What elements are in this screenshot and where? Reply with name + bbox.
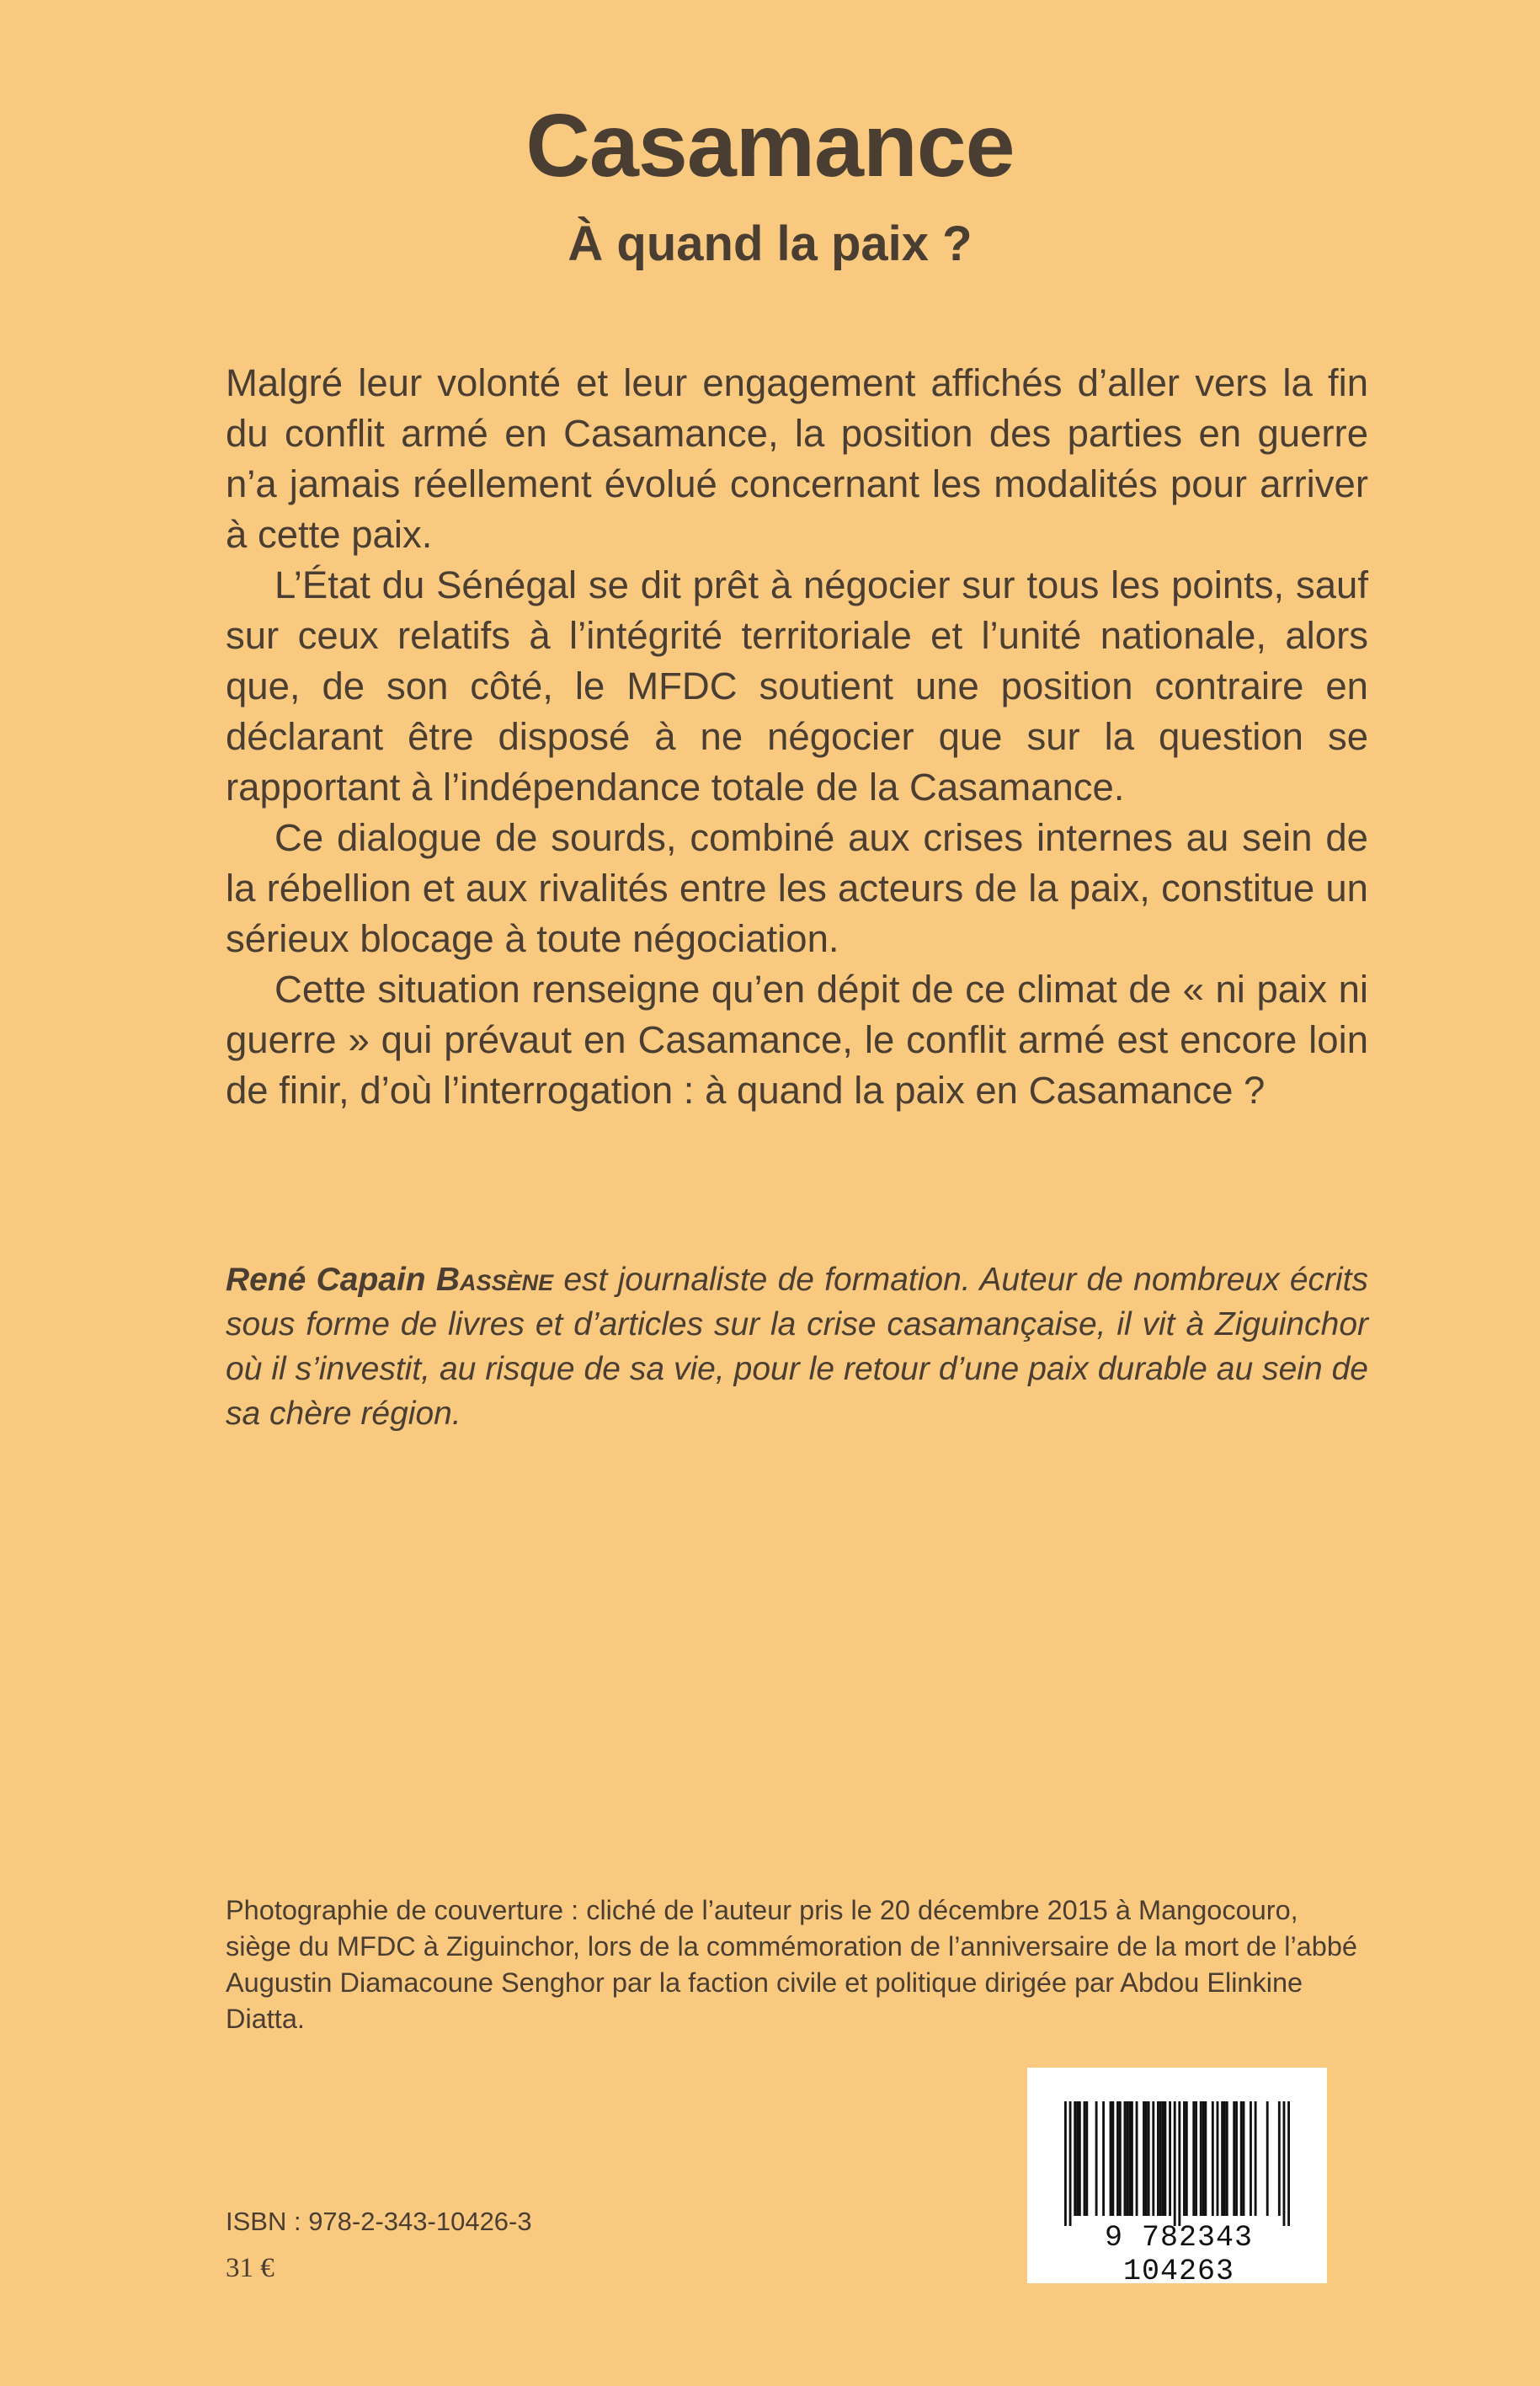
barcode-bar — [1074, 2101, 1076, 2216]
barcode-bar — [1143, 2101, 1145, 2216]
blurb — [226, 358, 1368, 1116]
barcode-bar — [1148, 2101, 1150, 2216]
barcode-bar — [1266, 2101, 1269, 2216]
barcode-bar — [1221, 2101, 1223, 2216]
barcode-bar — [1152, 2101, 1154, 2216]
blurb-paragraph: Malgré leur volonté et leur engagement affichés d’aller vers la fin du conflit armé en Casamance, la position des parties en guerre n’a jamais réellement évolué concernant les modalités pour arriver à cette paix. — [226, 361, 1368, 556]
blurb-paragraph: Ce dialogue de sourds, combiné aux crises internes au sein de la rébellion et aux rivalités entre les acteurs de la paix, constitue un sérieux blocage à toute négociation. — [226, 816, 1368, 960]
barcode-bar — [1102, 2101, 1105, 2216]
photo-credit: Photographie de couverture : cliché de l’auteur pris le 20 décembre 2015 à Mangocouro, siège du MFDC à Ziguinchor, lors de la commémoration de l’anniversaire de la mort de l’abbé Augustin Diamacoune Senghor par la faction civile et politique dirigée par Abdou Elinkine Diatta. — [226, 1895, 1357, 2034]
price: 31 € — [226, 2253, 274, 2283]
barcode-bar — [1278, 2101, 1281, 2216]
blurb-paragraph: Cette situation renseigne qu’en dépit de ce climat de « ni paix ni guerre » qui prévaut en Casamance, le conflit armé est encore loin de finir, d’où l’interrogation : à quand la paix en Casamance ? — [226, 968, 1368, 1112]
barcode-bar — [1116, 2101, 1119, 2216]
barcode-bar — [1202, 2101, 1205, 2216]
barcode-bar — [1064, 2101, 1067, 2226]
book-subtitle: À quand la paix ? — [568, 216, 972, 271]
barcode-bar — [1240, 2101, 1243, 2216]
barcode-bar — [1069, 2101, 1072, 2226]
barcode-bar — [1128, 2101, 1131, 2216]
barcode-bar — [1255, 2101, 1257, 2216]
barcode-bar — [1119, 2101, 1122, 2216]
author-surname: Bassène — [435, 1262, 554, 1298]
barcode-bar — [1126, 2101, 1128, 2216]
barcode-bar — [1169, 2101, 1171, 2216]
barcode-bar — [1233, 2101, 1235, 2216]
barcode-bar — [1157, 2101, 1159, 2216]
barcode-bar — [1095, 2101, 1098, 2216]
barcode-bar — [1084, 2101, 1086, 2216]
barcode-bar — [1145, 2101, 1148, 2216]
barcode-bar — [1283, 2101, 1286, 2226]
barcode-bar — [1164, 2101, 1166, 2216]
author-first-names: René Capain — [226, 1262, 426, 1298]
barcode-digits: 9 782343 104263 — [1104, 2221, 1254, 2288]
book-title: Casamance — [525, 96, 1015, 195]
barcode-bar — [1250, 2101, 1252, 2216]
barcode-bar — [1178, 2101, 1180, 2226]
barcode — [1027, 2068, 1327, 2288]
barcode-bar — [1287, 2101, 1290, 2226]
barcode-bar — [1174, 2101, 1176, 2226]
isbn: ISBN : 978-2-343-10426-3 — [226, 2207, 532, 2236]
barcode-bar — [1212, 2101, 1214, 2216]
barcode-bar — [1079, 2101, 1081, 2216]
barcode-bar — [1076, 2101, 1079, 2216]
barcode-bar — [1192, 2101, 1195, 2216]
barcode-bar — [1186, 2101, 1188, 2216]
blurb-paragraph: L’État du Sénégal se dit prêt à négocier sur tous les points, sauf sur ceux relatifs à l’intégrité territoriale et l’unité nationale, alors que, de son côté, le MFDC soutient une position contraire en déclarant être disposé à ne négocier que sur la question se rapportant à l’indépendance totale de la Casamance. — [226, 563, 1368, 809]
barcode-bar — [1162, 2101, 1164, 2216]
barcode-bar — [1217, 2101, 1219, 2216]
barcode-bar — [1243, 2101, 1245, 2216]
author-bio — [226, 1257, 1368, 1436]
barcode-bar — [1223, 2101, 1226, 2216]
barcode-bar — [1110, 2101, 1112, 2216]
barcode-bar — [1111, 2101, 1114, 2216]
barcode-bars — [1064, 2101, 1290, 2226]
barcode-bar — [1226, 2101, 1228, 2216]
barcode-bar — [1195, 2101, 1197, 2216]
barcode-bar — [1085, 2101, 1088, 2216]
author-bio-text: est journaliste de formation. Auteur de nombreux écrits sous forme de livres et d’articles sur la crise casamançaise, il vit à Ziguinchor où il s’investit, au risque de sa vie, pour le retour d’une paix durable au sein de sa chère région. — [226, 1262, 1369, 1432]
barcode-bar — [1183, 2101, 1186, 2216]
barcode-bar — [1131, 2101, 1133, 2216]
barcode-bar — [1200, 2101, 1202, 2216]
barcode-bar — [1124, 2101, 1127, 2216]
barcode-bar — [1235, 2101, 1238, 2216]
barcode-bar — [1204, 2101, 1207, 2216]
barcode-bar — [1159, 2101, 1162, 2216]
barcode-bar — [1136, 2101, 1138, 2216]
